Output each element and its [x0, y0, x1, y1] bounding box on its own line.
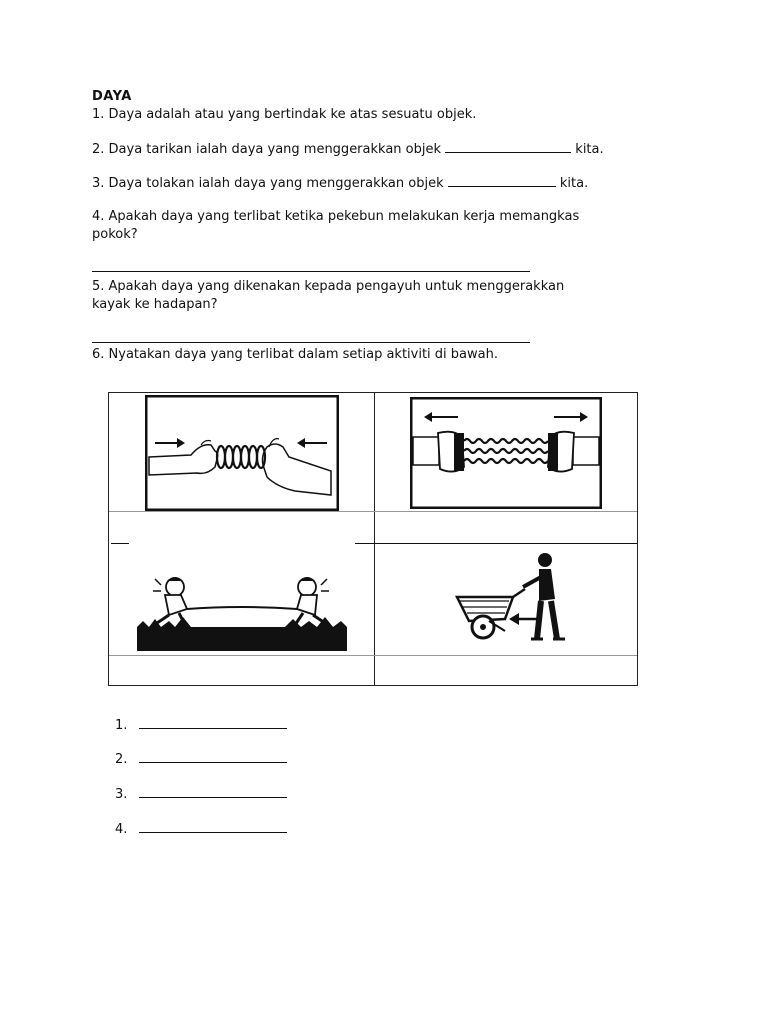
- question-2: [92, 140, 604, 158]
- answer-line-left-a[interactable]: [111, 543, 129, 544]
- question-4-line-2: pokok?: [92, 227, 138, 242]
- hands-compressing-spring-image: [145, 395, 339, 511]
- question-5-answer-line[interactable]: [92, 342, 530, 343]
- question-4-answer-line[interactable]: [92, 271, 530, 272]
- answer-line[interactable]: [139, 820, 287, 833]
- answer-number: 3.: [115, 787, 128, 802]
- answer-line[interactable]: [139, 716, 287, 729]
- grid-row-divider: [109, 655, 637, 656]
- question-5-line-2: kayak ke hadapan?: [92, 297, 218, 312]
- answer-line-right-b[interactable]: [579, 543, 637, 544]
- answer-number: 1.: [115, 718, 128, 733]
- answer-line[interactable]: [139, 750, 287, 763]
- question-5-line-1: 5. Apakah daya yang dikenakan kepada pengayuh untuk menggerakkan: [92, 279, 565, 294]
- answer-number: 2.: [115, 752, 128, 767]
- question-2-suffix: kita.: [575, 142, 604, 157]
- wheelbarrow-pushing-image: [449, 549, 569, 649]
- tug-of-war-image: [135, 571, 349, 651]
- answer-row-1: [115, 716, 287, 733]
- hands-stretching-spring-image: [410, 397, 602, 509]
- answer-number: 4.: [115, 822, 128, 837]
- question-3-blank[interactable]: [448, 174, 556, 187]
- answer-line[interactable]: [139, 785, 287, 798]
- question-3: [92, 174, 588, 192]
- question-1: 1. Daya adalah atau yang bertindak ke atas sesuatu objek.: [92, 107, 477, 122]
- answer-row-2: [115, 750, 287, 767]
- answer-line-right[interactable]: [434, 543, 579, 544]
- question-3-text: 3. Daya tolakan ialah daya yang menggerakkan objek: [92, 176, 444, 191]
- question-6: 6. Nyatakan daya yang terlibat dalam setiap aktiviti di bawah.: [92, 347, 498, 362]
- question-4-line-1: 4. Apakah daya yang terlibat ketika pekebun melakukan kerja memangkas: [92, 209, 580, 224]
- question-3-suffix: kita.: [559, 176, 589, 191]
- grid-row-divider: [109, 511, 637, 512]
- question-2-blank[interactable]: [445, 140, 571, 153]
- worksheet-title: DAYA: [92, 89, 132, 104]
- activity-grid: [108, 392, 638, 686]
- answer-row-4: [115, 820, 287, 837]
- question-2-text: 2. Daya tarikan ialah daya yang menggerakkan objek: [92, 142, 442, 157]
- grid-vertical-divider: [374, 393, 375, 685]
- answer-row-3: [115, 785, 287, 802]
